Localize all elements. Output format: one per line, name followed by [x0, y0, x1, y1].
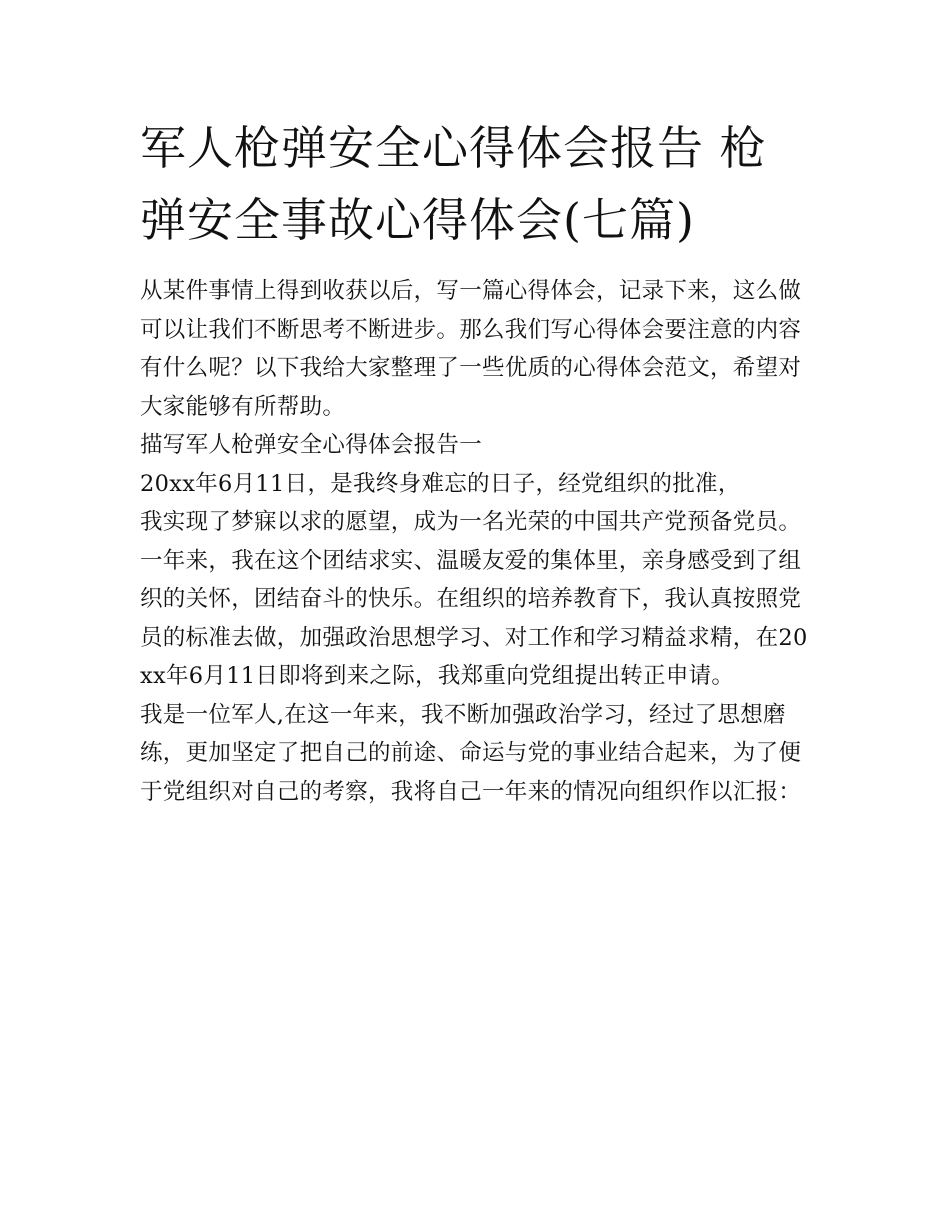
body-paragraph-date: 20xx年6月11日，是我终身难忘的日子，经党组织的批准， [140, 470, 741, 497]
body-paragraph-report: 我是一位军人,在这一年来，我不断加强政治学习，经过了思想磨练，更加坚定了把自己的前途、命运与党的事业结合起来，为了便于党组织对自己的考察，我将自己一年来的情况向组织作以汇报： [140, 701, 802, 805]
section-heading: 描写军人枪弹安全心得体会报告一 [140, 432, 483, 458]
document-page [140, 112, 812, 811]
body-paragraph-membership: 我实现了梦寐以求的愿望，成为一名光荣的中国共产党预备党员。一年来，我在这个团结求实、温暖友爱的集体里，亲身感受到了组织的关怀，团结奋斗的快乐。在组织的培养教育下，我认真按照党员的标准去做，加强政治思想学习、对工作和学习精益求精，在20xx年6月11日即将到来之际，我郑重向党组提出转正申请。 [140, 509, 808, 689]
document-title: 军人枪弹安全心得体会报告 枪弹安全事故心得体会(七篇) [140, 121, 767, 247]
title-spacer [140, 256, 812, 272]
intro-paragraph: 从某件事情上得到收获以后，写一篇心得体会，记录下来，这么做可以让我们不断思考不断进步。那么我们写心得体会要注意的内容有什么呢？以下我给大家整理了一些优质的心得体会范文，希望对大家能够有所帮助。 [140, 278, 802, 420]
